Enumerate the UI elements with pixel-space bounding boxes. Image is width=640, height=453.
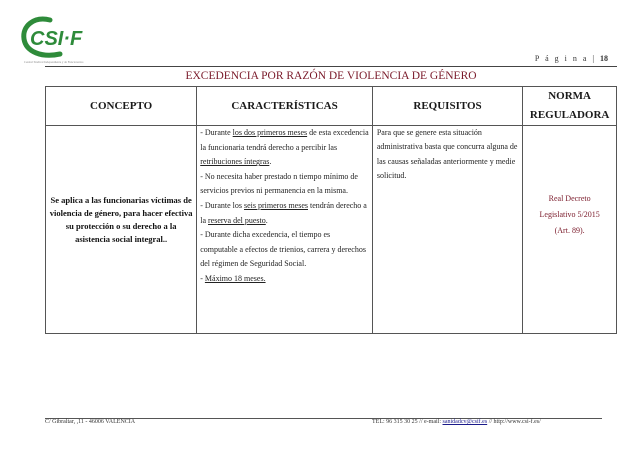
concepto-text: Se aplica a las funcionarias víctimas de violencia de género, para hacer efectiva su protección o su derecho a la asistencia social integral.. [49,195,193,244]
csif-logo [20,14,100,60]
info-table [45,86,617,334]
caracteristica-item: - Durante dicha excedencia, el tiempo es computable a efectos de trienios, carrera y derechos del régimen de Seguridad Social. [200,230,366,269]
table-row [46,126,617,334]
header-norma-line2: REGULADORA [529,109,610,121]
header-caracteristicas: CARACTERÍSTICAS [197,87,373,126]
norma-text [523,126,616,239]
caracteristica-item: - Máximo 18 meses. [200,273,266,283]
norma-line3: (Art. 89). [554,226,585,235]
caracteristica-item: - No necesita haber prestado n tiempo mínimo de servicios previos ni permanencia en la misma. [200,171,358,196]
footer-address: C/ Gibraltar, ,11 - 46006 VALENCIA [45,419,136,425]
caracteristicas-list [197,126,372,287]
footer-email-link[interactable]: sanidadcv@csif.es [442,419,488,425]
header-norma-line1: NORMA [548,90,591,102]
caracteristica-item: - Durante los dos primeros meses de esta excedencia la funcionaria tendrá derecho a percibir las retribuciones íntegras. [200,128,369,167]
page-number [535,54,608,63]
norma-line2: Legislativo 5/2015 [539,210,600,219]
page-label: P á g i n a | [534,54,596,63]
page-number-value: 18 [600,54,608,63]
footer-web[interactable]: // http://www.csi-f.es/ [488,419,541,425]
requisitos-cell [372,126,522,334]
caracteristicas-cell [197,126,373,334]
norma-line1: Real Decreto [548,194,591,203]
footer-tel: TEL: 96 315 30 25 // e-mail: [372,419,441,425]
requisitos-text: Para que se genere esta situación administrativa basta que concurra alguna de las causas señaladas anteriormente y medie solicitud. [376,128,518,181]
table-header-row [46,87,617,126]
logo-text: CSI·F [30,28,83,50]
caracteristica-item: - Durante los seis primeros meses tendrán derecho a la reserva del puesto. [200,200,367,225]
header-concepto: CONCEPTO [46,87,197,126]
header-norma [523,87,617,126]
footer-contact [372,419,541,425]
concepto-cell [46,126,197,334]
header-requisitos: REQUISITOS [372,87,522,126]
logo-subtitle: Central Sindical Independiente y de Funcionarios [24,60,84,64]
header-divider [45,66,617,67]
norma-cell [523,126,617,334]
document-title: EXCEDENCIA POR RAZÓN DE VIOLENCIA DE GÉNERO [185,70,477,82]
